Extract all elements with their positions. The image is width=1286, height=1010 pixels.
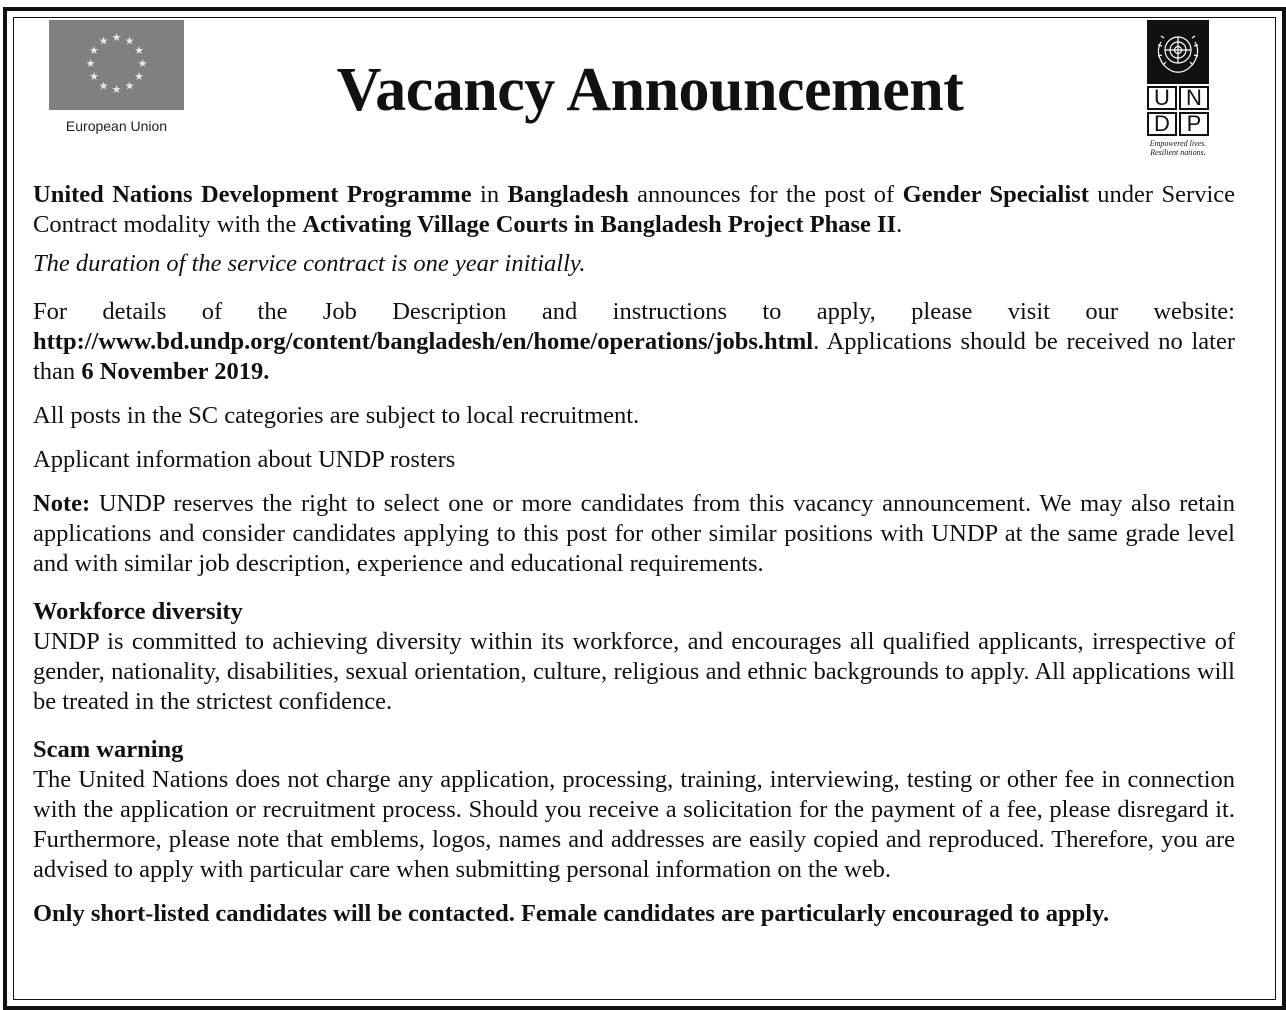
undp-logo (1147, 20, 1209, 157)
svg-text:★: ★ (89, 70, 99, 83)
svg-text:★: ★ (98, 34, 109, 48)
org-name: United Nations Development Programme (33, 181, 472, 208)
undp-letter: P (1179, 112, 1209, 136)
diversity-paragraph: UNDP is committed to achieving diversity within its workforce, and encourages all qualified applicants, irrespective of gender, nationality, disabilities, sexual orientation, culture, religious and ethnic backgrounds to apply. All applications will be treated in the strictest confidence. (33, 628, 1235, 715)
duration-text: The duration of the service contract is one year initially. (33, 250, 586, 277)
details-paragraph (33, 297, 1235, 387)
note-text: UNDP reserves the right to select one or more candidates from this vacancy announcement. We may also retain applications and consider candidates applying to this post for other similar positions with UNDP at the same grade level and with similar job description, experience and educational requirements. (33, 490, 1235, 577)
rosters-paragraph: Applicant information about UNDP rosters (33, 446, 456, 473)
duration-paragraph (33, 249, 1235, 279)
intro-text-2: announces for the post of (628, 181, 903, 208)
announcement-body (33, 180, 1235, 929)
eu-label: European Union (65, 118, 168, 134)
svg-text:★: ★ (98, 79, 109, 93)
eu-stars-icon (49, 20, 184, 110)
eu-flag-logo (49, 20, 184, 110)
undp-letter: N (1179, 86, 1209, 110)
note-paragraph (33, 489, 1235, 579)
undp-tagline (1141, 139, 1215, 157)
footer-text: Only short-listed candidates will be contacted. Female candidates are particularly encouraged to apply. (33, 900, 1110, 927)
svg-text:★: ★ (134, 70, 144, 83)
intro-paragraph (33, 180, 1235, 240)
deadline-date: 6 November 2019. (81, 358, 270, 385)
scam-heading: Scam warning (33, 736, 184, 763)
svg-text:★: ★ (134, 44, 144, 57)
svg-text:★: ★ (85, 57, 96, 70)
jobs-url-link[interactable]: http://www.bd.undp.org/content/bangladesh/en/home/operations/jobs.html (33, 328, 814, 355)
undp-tagline-line-1: Empowered lives. (1149, 139, 1207, 148)
intro-text-1: in (471, 181, 508, 208)
svg-text:★: ★ (111, 31, 122, 44)
page-title: Vacancy Announcement (336, 56, 964, 124)
undp-letters (1147, 86, 1209, 136)
details-text-1: For details of the Job Description and instructions to apply, please visit our website: (33, 298, 1235, 325)
country-name: Bangladesh (507, 181, 629, 208)
undp-tagline-line-2: Resilient nations. (1150, 148, 1206, 157)
intro-text-3: under Service Contract modality with the (33, 181, 1235, 238)
details-text-2: . Applications should be received no later than (33, 328, 1235, 385)
svg-text:★: ★ (124, 79, 135, 93)
svg-text:★: ★ (89, 44, 99, 57)
local-recruitment-paragraph: All posts in the SC categories are subject to local recruitment. (33, 402, 640, 429)
svg-text:★: ★ (111, 83, 122, 96)
undp-letter: U (1147, 86, 1177, 110)
un-emblem-icon (1147, 20, 1209, 84)
intro-text-4: . (896, 211, 903, 238)
footer-note (33, 899, 1235, 929)
svg-text:★: ★ (137, 57, 148, 70)
undp-letter: D (1147, 112, 1177, 136)
scam-paragraph: The United Nations does not charge any application, processing, training, interviewing, testing or other fee in connection with the application or recruitment process. Should you receive a solicitation for the payment of a fee, please disregard it. Furthermore, please note that emblems, logos, names and addresses are easily copied and reproduced. Therefore, you are advised to apply with particular care when submitting personal information on the web. (33, 766, 1235, 883)
svg-text:★: ★ (124, 34, 135, 48)
note-label: Note: (33, 490, 91, 517)
project-name: Activating Village Courts in Bangladesh Project Phase II (302, 211, 897, 238)
post-title: Gender Specialist (902, 181, 1089, 208)
diversity-heading: Workforce diversity (33, 598, 243, 625)
